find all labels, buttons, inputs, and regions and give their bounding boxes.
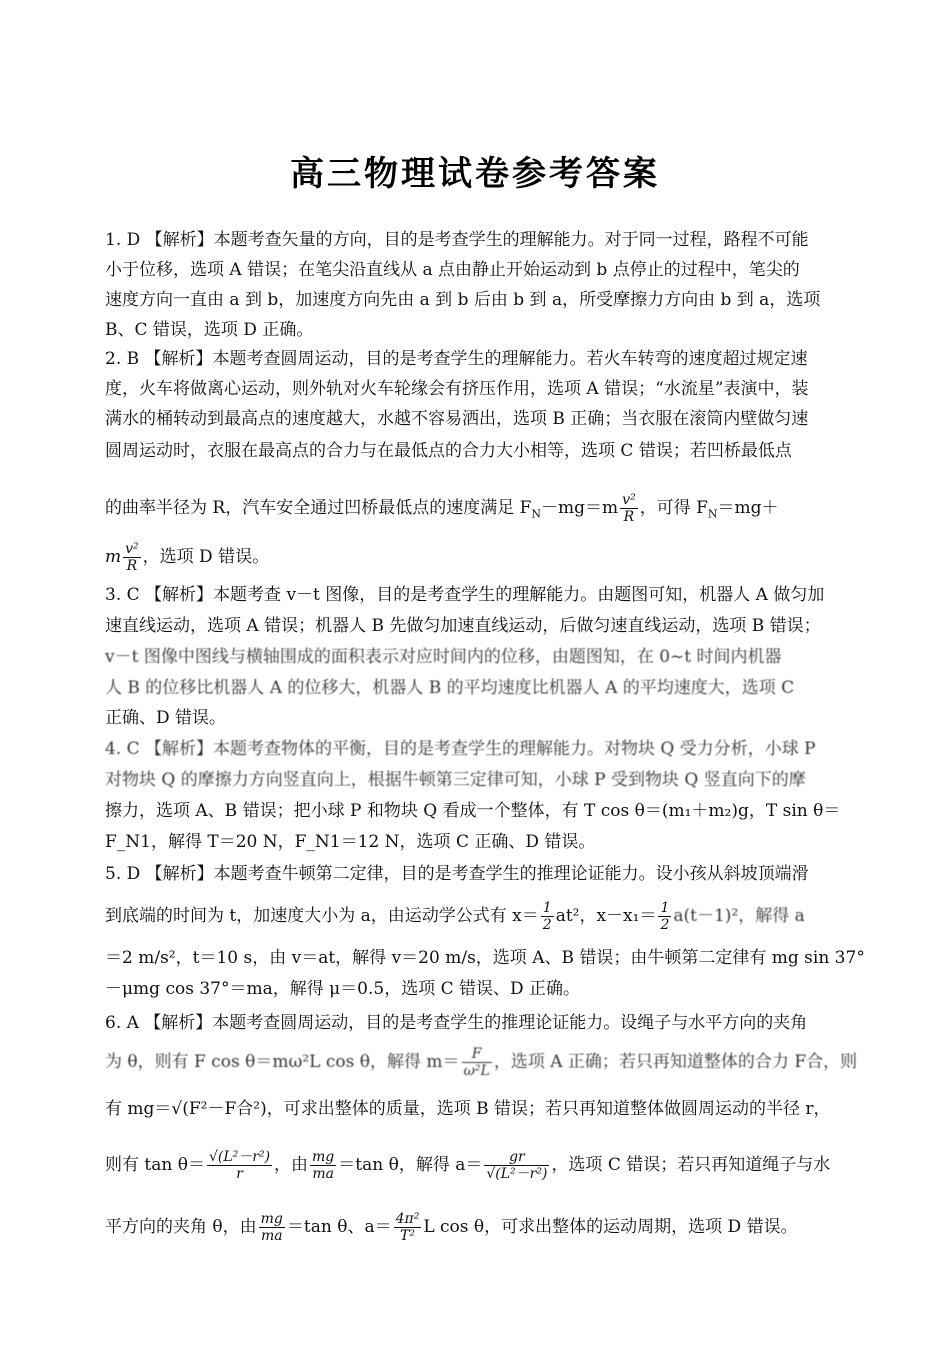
answer-5-line-2-a: 到底端的时间为 t，加速度大小为 a，由运动学公式有 x＝ bbox=[105, 906, 539, 926]
fraction-numerator: mg bbox=[312, 1149, 335, 1165]
answer-2-line-5-b: －mg＝m bbox=[541, 498, 619, 518]
answer-4-line-2: 对物块 Q 的摩擦力方向竖直向上，根据牛顿第三定律可知，小球 P 受到物块 Q 竖直向下的摩 bbox=[105, 770, 806, 790]
answer-1-line-1: 1. D 【解析】本题考查矢量的方向，目的是考查学生的理解能力。对于同一过程，路程不可能 bbox=[105, 230, 809, 250]
fraction-denominator: r bbox=[236, 1166, 243, 1182]
answer-2-line-5-c: ，可得 F bbox=[639, 498, 708, 518]
answer-6-line-2-b: ，选项 A 正确；若只再知道整体的合力 F合，则 bbox=[493, 1052, 858, 1072]
answer-5-line-1: 5. D 【解析】本题考查牛顿第二定律，目的是考查学生的推理论证能力。设小孩从斜坡顶端滑 bbox=[105, 864, 809, 884]
fraction-numerator: F bbox=[462, 1046, 492, 1063]
answer-2-line-6 bbox=[105, 535, 269, 579]
fraction-mg-over-ma bbox=[259, 1211, 285, 1244]
fraction-mg-over-ma bbox=[310, 1149, 336, 1182]
answer-6-line-5-b: ＝tan θ、a＝ bbox=[286, 1217, 392, 1237]
answer-1-line-4: B、C 错误，选项 D 正确。 bbox=[105, 320, 314, 340]
fraction-denominator: ma bbox=[312, 1166, 334, 1182]
answer-2-line-3: 满水的桶转动到最高点的速度越大，水越不容易洒出，选项 B 正确；当衣服在滚筒内壁做匀速 bbox=[105, 409, 809, 429]
answer-5-line-2-c: a(t－1)²，解得 a bbox=[673, 906, 805, 926]
fraction-acceleration bbox=[484, 1149, 549, 1182]
subscript-n: N bbox=[707, 507, 718, 521]
fraction-f-over-omega2l bbox=[462, 1046, 492, 1079]
answer-3-line-2: 速直线运动，选项 A 错误；机器人 B 先做匀加速直线运动，后做匀速直线运动，选项 B 错误； bbox=[105, 616, 821, 636]
fraction-one-half bbox=[658, 900, 671, 933]
answer-2-line-5-d: ＝mg＋ bbox=[717, 498, 779, 518]
answer-6-line-1: 6. A 【解析】本题考查圆周运动，目的是考查学生的推理论证能力。设绳子与水平方向的夹角 bbox=[105, 1013, 808, 1033]
answer-6-line-4-d: ，选项 C 错误；若只再知道绳子与水 bbox=[551, 1155, 831, 1175]
fraction-numerator: √(L²－r²) bbox=[208, 1149, 271, 1165]
answer-4-line-1: 4. C 【解析】本题考查物体的平衡，目的是考查学生的理解能力。对物块 Q 受力分析，小球 P bbox=[105, 739, 816, 759]
answer-2-line-6-b: ，选项 D 错误。 bbox=[142, 547, 270, 567]
answer-3-line-5: 正确、D 错误。 bbox=[105, 708, 227, 728]
answer-5-line-2 bbox=[105, 896, 805, 936]
fraction-denominator: R bbox=[126, 558, 138, 574]
answer-1-line-2: 小于位移，选项 A 错误；在笔尖沿直线从 a 点由静止开始运动到 b 点停止的过程中，笔尖的 bbox=[105, 260, 800, 280]
answer-6-line-3: 有 mg＝√(F²－F合²)，可求出整体的质量，选项 B 错误；若只再知道整体做圆周运动的半径 r， bbox=[105, 1099, 831, 1119]
fraction-denominator: T² bbox=[399, 1228, 415, 1244]
answer-1-line-3: 速度方向一直由 a 到 b，加速度方向先由 a 到 b 后由 b 到 a，所受摩擦力方向由 b 到 a，选项 bbox=[105, 290, 821, 310]
fraction-denominator: √(L²－r²) bbox=[486, 1166, 548, 1182]
answer-2-line-1: 2. B 【解析】本题考查圆周运动，目的是考查学生的理解能力。若火车转弯的速度超过规定速 bbox=[105, 349, 808, 369]
fraction-denominator: ma bbox=[260, 1228, 283, 1244]
fraction-4pi2-over-t2 bbox=[394, 1211, 422, 1244]
answer-2-line-5 bbox=[105, 486, 779, 530]
answer-3-line-1: 3. C 【解析】本题考查 v－t 图像，目的是考查学生的理解能力。由题图可知，机器人 A 做匀加 bbox=[105, 585, 825, 605]
fraction-numerator: gr bbox=[484, 1149, 549, 1166]
fraction-denominator: ω²L bbox=[463, 1063, 490, 1079]
answer-4-line-3: 擦力，选项 A、B 错误；把小球 P 和物块 Q 看成一个整体，有 T cos θ＝(m₁＋m₂)g，T sin θ＝ bbox=[105, 801, 841, 821]
answer-6-line-5-a: 平方向的夹角 θ，由 bbox=[105, 1217, 257, 1237]
answer-6-line-4-c: ＝tan θ，解得 a＝ bbox=[338, 1155, 483, 1175]
answer-4-line-4: F_N1，解得 T＝20 N，F_N1＝12 N，选项 C 正确、D 错误。 bbox=[105, 832, 596, 852]
answer-6-line-4-b: ，由 bbox=[274, 1155, 309, 1175]
fraction-numerator: v² bbox=[125, 541, 139, 557]
fraction-numerator: 1 bbox=[660, 900, 670, 916]
fraction-tan-theta bbox=[207, 1149, 272, 1182]
fraction-v2-over-r bbox=[123, 541, 141, 574]
answer-3-line-3: v－t 图像中图线与横轴围成的面积表示对应时间内的位移，由题图知，在 0~t 时间内机器 bbox=[105, 647, 782, 667]
answer-2-line-2: 度，火车将做离心运动，则外轨对火车轮缘会有挤压作用，选项 A 错误；“水流星”表演中，装 bbox=[105, 379, 809, 399]
fraction-numerator: mg bbox=[260, 1211, 283, 1227]
fraction-numerator: v² bbox=[622, 492, 636, 508]
answer-6-line-2 bbox=[105, 1042, 857, 1082]
answer-2-line-4: 圆周运动时，衣服在最高点的合力与在最低点的合力大小相等，选项 C 错误；若凹桥最低点 bbox=[105, 441, 792, 461]
answer-6-line-4 bbox=[105, 1143, 830, 1187]
fraction-v2-over-r bbox=[620, 492, 638, 525]
answer-6-line-2-a: 为 θ，则有 F cos θ＝mω²L cos θ，解得 m＝ bbox=[105, 1052, 460, 1072]
fraction-denominator: R bbox=[623, 509, 635, 525]
fraction-one-half bbox=[541, 900, 554, 933]
answer-5-line-2-b: at²，x－x₁＝ bbox=[555, 906, 657, 926]
answer-3-line-4: 人 B 的位移比机器人 A 的位移大，机器人 B 的平均速度比机器人 A 的平均速度大，选项 C bbox=[105, 678, 795, 698]
subscript-n: N bbox=[531, 507, 542, 521]
answer-5-line-4: －μmg cos 37°＝ma，解得 μ＝0.5，选项 C 错误、D 正确。 bbox=[105, 979, 581, 999]
fraction-denominator: 2 bbox=[660, 917, 670, 933]
fraction-numerator: 1 bbox=[542, 900, 552, 916]
answer-2-line-5-a: 的曲率半径为 R，汽车安全通过凹桥最低点的速度满足 F bbox=[105, 498, 532, 518]
answer-2-line-6-a: m bbox=[105, 547, 122, 567]
answer-5-line-3: ＝2 m/s²，t＝10 s，由 v＝at，解得 v＝20 m/s，选项 A、B 错误；由牛顿第二定律有 mg sin 37° bbox=[105, 948, 865, 968]
page-title: 高三物理试卷参考答案 bbox=[290, 154, 660, 194]
fraction-numerator: 4π² bbox=[395, 1211, 420, 1227]
fraction-denominator: 2 bbox=[542, 917, 552, 933]
answer-6-line-5-c: L cos θ，可求出整体的运动周期，选项 D 错误。 bbox=[423, 1217, 798, 1237]
answer-6-line-5 bbox=[105, 1205, 798, 1249]
answer-6-line-4-a: 则有 tan θ＝ bbox=[105, 1155, 205, 1175]
